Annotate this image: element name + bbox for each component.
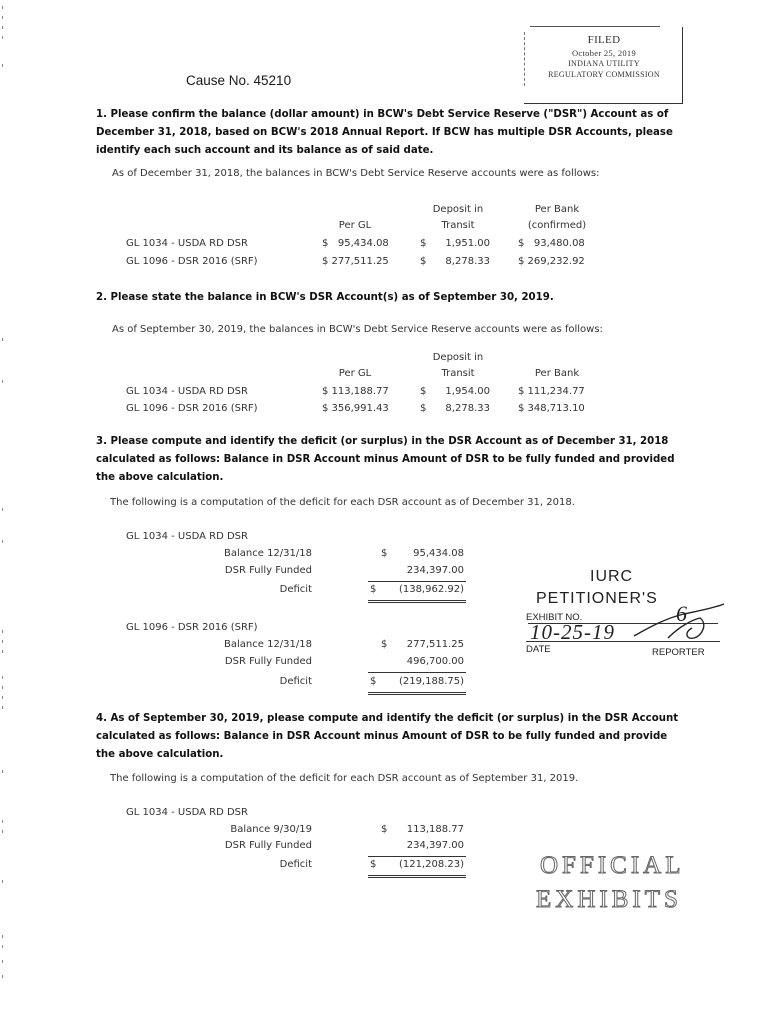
computation-balance-sign: $: [381, 824, 388, 835]
question-4: 4. As of September 30, 2019, please compute and identify the deficit (or surplus) in the DSR Account calculated as follows: Balance in DSR Account minus Amount of DSR to be fully funded and provide the above calculation.: [96, 713, 679, 760]
computation-deficit-value: (219,188.75): [398, 676, 464, 687]
table-1-row-1-per-gl: $ 95,434.08: [322, 238, 389, 249]
filed-stamp-dashed-edge: [524, 32, 525, 86]
table-1-row-2-per-bank: $ 269,232.92: [518, 256, 585, 267]
table-2-col2-header-line1: Deposit in: [432, 352, 484, 363]
official-stamp-line1: OFFICIAL: [540, 852, 685, 879]
table-1-row-1-deposit: $ 1,951.00: [420, 238, 490, 249]
table-1-row-2-per-gl: $ 277,511.25: [322, 256, 389, 267]
exhibit-stamp-number-label: EXHIBIT NO.: [526, 612, 583, 623]
computation-deficit-label: Deficit: [279, 676, 312, 687]
table-2-col2-header-line2: Transit: [441, 368, 475, 379]
table-1-col2-header-line1: Deposit in: [432, 204, 484, 215]
table-2-row-2-per-gl: $ 356,991.43: [322, 403, 389, 414]
exhibit-stamp-iurc: IURC: [590, 568, 634, 585]
answer-4-intro: The following is a computation of the deficit for each DSR account as of September 31, 2019.: [110, 773, 579, 784]
filed-stamp-date: October 25, 2019: [571, 48, 637, 58]
table-1-col2-header-line2: Transit: [441, 220, 475, 231]
computation-funded-label: DSR Fully Funded: [224, 656, 312, 667]
question-1: 1. Please confirm the balance (dollar amount) in BCW's Debt Service Reserve ("DSR") Account as of December 31, 2018, based on BCW's 2018 Annual Report. If BCW has multiple DSR Accounts, please identify each such account and its balance as of said date.: [96, 109, 673, 156]
table-2-row-1-per-bank: $ 111,234.77: [518, 386, 585, 397]
filed-stamp-line3: INDIANA UTILITY: [568, 59, 640, 68]
computation-funded-value: 496,700.00: [406, 656, 464, 667]
table-2-row-2-label: GL 1096 - DSR 2016 (SRF): [126, 403, 258, 414]
table-1-row-1-per-bank: $ 93,480.08: [518, 238, 585, 249]
table-2-row-1-deposit: $ 1,954.00: [420, 386, 490, 397]
table-2-col3-header: Per Bank: [534, 368, 580, 379]
table-1-row-1-label: GL 1034 - USDA RD DSR: [126, 238, 248, 249]
computation-deficit-value: (138,962.92): [398, 584, 464, 595]
table-1-row-2-label: GL 1096 - DSR 2016 (SRF): [126, 256, 258, 267]
computation-balance-value: 95,434.08: [413, 548, 464, 559]
answer-3-intro: The following is a computation of the deficit for each DSR account as of December 31, 2018.: [110, 497, 575, 508]
answer-2-intro: As of September 30, 2019, the balances in BCW's Debt Service Reserve accounts were as follows:: [112, 324, 603, 335]
computation-account-label: GL 1034 - USDA RD DSR: [126, 807, 248, 818]
computation-funded-label: DSR Fully Funded: [224, 565, 312, 576]
question-2: 2. Please state the balance in BCW's DSR Account(s) as of September 30, 2019.: [96, 292, 554, 303]
exhibit-stamp-number-value: 6: [676, 601, 687, 626]
table-2-row-1-label: GL 1034 - USDA RD DSR: [126, 386, 248, 397]
computation-balance-value: 277,511.25: [406, 639, 464, 650]
computation-balance-sign: $: [381, 548, 388, 559]
computation-deficit-label: Deficit: [279, 859, 312, 870]
computation-deficit-value: (121,208.23): [398, 859, 464, 870]
official-stamp-line2: EXHIBITS: [536, 886, 682, 913]
computation-deficit-sign: $: [370, 584, 377, 595]
computation-balance-value: 113,188.77: [406, 824, 464, 835]
table-1-row-2-deposit: $ 8,278.33: [420, 256, 490, 267]
computation-account-label: GL 1096 - DSR 2016 (SRF): [126, 622, 258, 633]
computation-deficit-sign: $: [370, 676, 377, 687]
table-1-col1-header: Per GL: [338, 220, 372, 231]
computation-balance-label: Balance 12/31/18: [224, 639, 312, 650]
exhibit-stamp-petitioners: PETITIONER'S: [536, 590, 658, 607]
answer-1-intro: As of December 31, 2018, the balances in BCW's Debt Service Reserve accounts were as follows:: [112, 168, 600, 179]
cause-number: Cause No. 45210: [186, 73, 292, 88]
computation-balance-label: Balance 12/31/18: [224, 548, 312, 559]
filed-stamp-line4: REGULATORY COMMISSION: [548, 70, 660, 79]
computation-funded-label: DSR Fully Funded: [224, 840, 312, 851]
exhibit-stamp-date-label: DATE: [526, 644, 551, 655]
computation-deficit-label: Deficit: [279, 584, 312, 595]
question-3: 3. Please compute and identify the deficit (or surplus) in the DSR Account as of December 31, 2018 calculated as follows: Balance in DSR Account minus Amount of DSR to be fully funded and provided the above calculation.: [96, 436, 675, 483]
filed-stamp-title: FILED: [587, 34, 621, 46]
computation-account-label: GL 1034 - USDA RD DSR: [126, 531, 248, 542]
computation-balance-label: Balance 9/30/19: [230, 824, 312, 835]
computation-balance-sign: $: [381, 639, 388, 650]
table-2-row-2-deposit: $ 8,278.33: [420, 403, 490, 414]
scan-edge-marks: [2, 0, 4, 1024]
table-1-col3-header-line1: Per Bank: [534, 204, 580, 215]
computation-funded-value: 234,397.00: [406, 565, 464, 576]
computation-funded-value: 234,397.00: [406, 840, 464, 851]
computation-deficit-sign: $: [370, 859, 377, 870]
table-1-col3-header-line2: (confirmed): [527, 220, 587, 231]
exhibit-stamp-reporter-label: REPORTER: [652, 647, 705, 658]
table-2-col1-header: Per GL: [338, 368, 372, 379]
signature-mark: [628, 598, 728, 644]
exhibit-stamp-date-value: 10-25-19: [530, 620, 615, 644]
table-2-row-2-per-bank: $ 348,713.10: [518, 403, 585, 414]
table-2-row-1-per-gl: $ 113,188.77: [322, 386, 389, 397]
